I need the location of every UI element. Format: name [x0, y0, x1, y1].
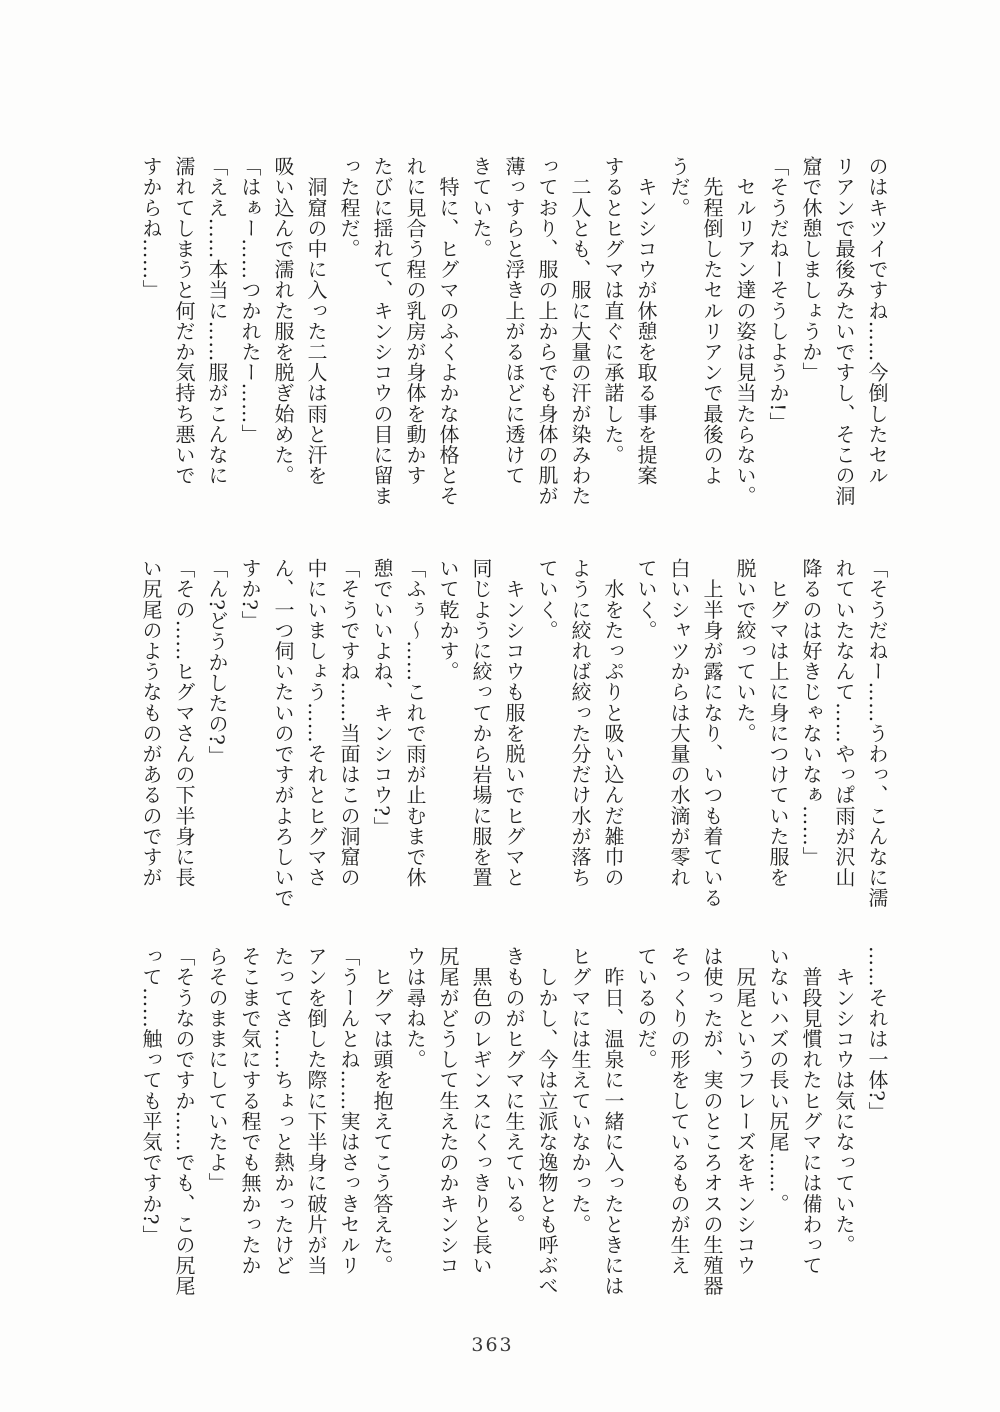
text-column: 薄っすらと浮き上がるほどに透けて [502, 156, 526, 486]
text-column: 「ふぅ〜……これで雨が止むまで休 [403, 558, 427, 888]
text-column: たってさ……ちょっと熱かったけど [271, 946, 295, 1276]
text-column: ヒグマには生えていなかった。 [568, 946, 592, 1235]
text-column: するとヒグマは直ぐに承諾した。 [601, 156, 625, 465]
text-column: 「そうだねーそうしようか!」 [766, 156, 790, 433]
text-block-bottom [134, 946, 893, 1298]
text-column: 二人とも、服に大量の汗が染みわた [568, 156, 592, 507]
text-column: セルリアン達の姿は見当たらない。 [733, 156, 757, 507]
text-column: 吸い込んで濡れた服を脱ぎ始めた。 [271, 156, 295, 486]
text-column: れていたなんて……やっぱ雨が沢山 [832, 558, 856, 888]
text-column: いないハズの長い尻尾……。 [766, 946, 790, 1214]
text-column: 「はぁー……つかれたー……」 [238, 156, 262, 445]
text-column: 降るのは好きじゃないなぁ……」 [799, 558, 823, 867]
text-column: いて乾かす。 [436, 558, 460, 682]
text-column: った程だ。 [337, 156, 361, 259]
text-column: 上半身が露になり、いつも着ている [700, 558, 724, 909]
text-column: 同じように絞ってから岩場に服を置 [469, 558, 493, 888]
text-column: キンシコウは気になっていた。 [832, 946, 856, 1255]
text-column: 「そうだねー……うわっ、こんなに濡 [865, 558, 889, 909]
text-column: 「そうですね……当面はこの洞窟の [337, 558, 361, 888]
text-column: ヒグマは頭を抱えてこう答えた。 [370, 946, 394, 1276]
text-column: キンシコウも服を脱いでヒグマと [502, 558, 526, 888]
text-column: 「その……ヒグマさんの下半身に長 [172, 558, 196, 888]
text-column: ヒグマは上に身につけていた服を [766, 558, 790, 888]
text-column: しかし、今は立派な逸物とも呼ぶべ [535, 946, 559, 1297]
text-column: ていく。 [634, 558, 658, 641]
text-column: すからね……」 [139, 156, 163, 301]
text-column: うだ。 [667, 156, 691, 218]
text-column: 「ん?どうかしたの?」 [205, 558, 229, 767]
text-column: きものがヒグマに生えている。 [502, 946, 526, 1235]
text-column: ウは尋ねた。 [403, 946, 427, 1070]
text-column: 尻尾というフレーズをキンシコウ [733, 946, 757, 1276]
text-column: ているのだ。 [634, 946, 658, 1070]
text-column: 「うーんとね……実はさっきセルリ [337, 946, 361, 1276]
text-column: 黒色のレギンスにくっきりと長い [469, 946, 493, 1276]
text-column: アンを倒した際に下半身に破片が当 [304, 946, 328, 1276]
text-column: きていた。 [469, 156, 493, 259]
text-column: 白いシャツからは大量の水滴が零れ [667, 558, 691, 888]
text-column: たびに揺れて、キンシコウの目に留ま [370, 156, 394, 507]
page-number: 363 [471, 1334, 514, 1356]
text-column: 洞窟の中に入った二人は雨と汗を [304, 156, 328, 486]
text-column: 尻尾がどうして生えたのかキンシコ [436, 946, 460, 1276]
text-column: っており、服の上からでも身体の肌が [535, 156, 559, 507]
text-column: ていく。 [535, 558, 559, 641]
text-column: 「ええ……本当に……服がこんなに [205, 156, 229, 486]
text-column: 脱いで絞っていた。 [733, 558, 757, 744]
text-column: 水をたっぷりと吸い込んだ雑巾の [601, 558, 625, 888]
text-column: い尻尾のようなものがあるのですが [139, 558, 163, 888]
text-block-middle [134, 558, 893, 910]
text-column: キンシコウが休憩を取る事を提案 [634, 156, 658, 486]
text-column: 特に、ヒグマのふくよかな体格とそ [436, 156, 460, 507]
text-column: ように絞れば絞った分だけ水が落ち [568, 558, 592, 888]
text-column: ……それは一体?」 [865, 946, 889, 1123]
text-column: そっくりの形をしているものが生え [667, 946, 691, 1276]
text-column: リアンで最後みたいですし、そこの洞 [832, 156, 856, 507]
text-column: 中にいましょう……それとヒグマさ [304, 558, 328, 888]
text-column: 普段見慣れたヒグマには備わって [799, 946, 823, 1276]
text-block-top [134, 156, 893, 508]
text-column: 窟で休憩しましょうか」 [799, 156, 823, 383]
text-column: ん、一つ伺いたいのですがよろしいで [271, 558, 295, 909]
text-column: 濡れてしまうと何だか気持ち悪いで [172, 156, 196, 486]
text-column: って……触っても平気ですか?」 [139, 946, 163, 1246]
text-column: は使ったが、実のところオスの生殖器 [700, 946, 724, 1297]
text-column: 昨日、温泉に一緒に入ったときには [601, 946, 625, 1297]
text-column: 「そうなのですか……でも、この尻尾 [172, 946, 196, 1297]
text-column: 憩でいいよね、キンシコウ?」 [370, 558, 394, 838]
text-column: のはキツイですね……今倒したセル [865, 156, 889, 486]
text-column: 先程倒したセルリアンで最後のよ [700, 156, 724, 486]
text-column: らそのままにしていたよ」 [205, 946, 229, 1194]
text-column: れに見合う程の乳房が身体を動かす [403, 156, 427, 486]
text-column: すか?」 [238, 558, 262, 632]
text-column: そこまで気にする程でも無かったか [238, 946, 262, 1276]
